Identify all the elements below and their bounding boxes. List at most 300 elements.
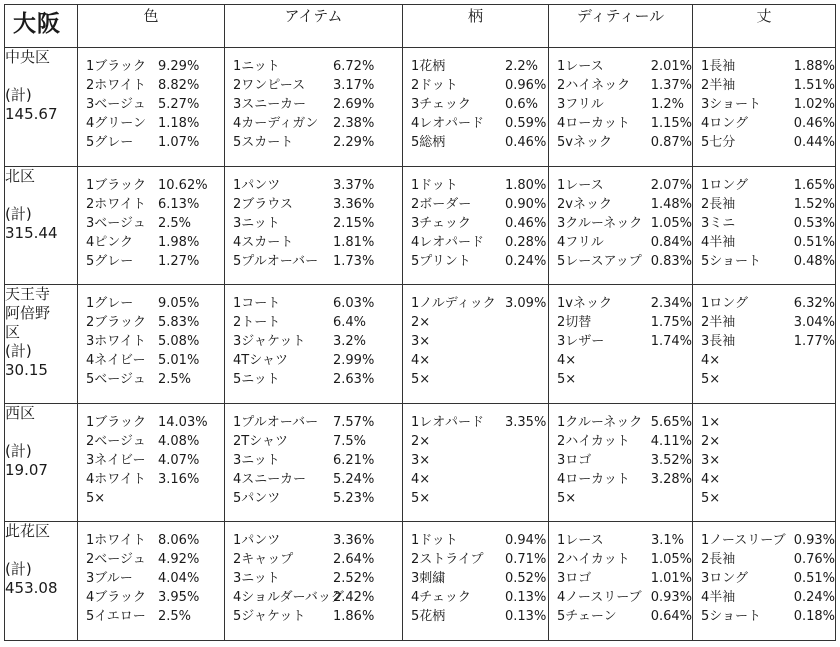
rank-percent: 0.90% (505, 196, 547, 212)
rank-label: 1ドット (411, 177, 458, 193)
rank-percent: 3.37% (333, 177, 375, 193)
length-rank-entry (701, 294, 835, 313)
rank-label: 4ロング (701, 116, 749, 132)
rank-label: 1ロング (701, 177, 749, 193)
pattern-rank-entry (411, 214, 548, 233)
rank-percent: 1.02% (793, 97, 835, 113)
rank-percent (795, 489, 835, 508)
rank-percent: 5.24% (333, 471, 375, 487)
detail-rank-entry (557, 133, 692, 152)
item-rank-entry (233, 195, 402, 214)
pattern-rank-entry (411, 550, 548, 569)
detail-rank-entry (557, 432, 692, 451)
item-rank-entry (233, 294, 402, 313)
rank-label: 4ローカット (557, 471, 630, 487)
rank-percent: 1.86% (333, 609, 375, 625)
rank-percent: 0.24% (793, 590, 835, 606)
rank-percent: 6.4% (333, 315, 367, 331)
length-cell (693, 285, 836, 404)
rank-label: 5グレー (86, 253, 134, 269)
region-title: 大阪 (5, 5, 78, 48)
detail-rank-entry (557, 195, 692, 214)
rank-label: 5花柄 (411, 609, 446, 625)
detail-cell (549, 166, 693, 285)
rank-percent (651, 370, 692, 389)
rank-label: 5プルオーバー (233, 253, 319, 269)
rank-label: 5パンツ (233, 490, 281, 506)
rank-percent: 2.99% (333, 353, 375, 369)
total-value: 30.15 (5, 361, 48, 380)
item-rank-entry (233, 607, 402, 626)
rank-label: 3クルーネック (557, 215, 643, 231)
rank-percent (505, 370, 548, 389)
color-rank-entry (86, 451, 224, 470)
district-cell (5, 522, 78, 641)
rank-percent (505, 470, 548, 489)
rank-label: 5ジャケット (233, 609, 306, 625)
pattern-rank-entry (411, 233, 548, 252)
detail-cell (549, 48, 693, 167)
rank-label: 1レース (557, 533, 604, 549)
rank-percent: 1.98% (158, 234, 200, 250)
pattern-rank-entry (411, 607, 548, 626)
detail-rank-entry (557, 607, 692, 626)
rank-label: 4スカート (233, 234, 294, 250)
rank-label: 4ノースリーブ (557, 590, 642, 606)
item-rank-entry (233, 531, 402, 550)
item-rank-entry (233, 114, 402, 133)
item-rank-entry (233, 252, 402, 271)
color-rank-entry (86, 588, 224, 607)
rank-label: 1ブラック (86, 414, 147, 430)
detail-cell (549, 522, 693, 641)
color-rank-entry (86, 313, 224, 332)
rank-label: 5チェーン (557, 609, 617, 625)
rank-label: 5× (411, 372, 431, 388)
rank-percent: 14.03% (158, 414, 208, 430)
rank-percent: 8.06% (158, 533, 200, 549)
header-pattern: 柄 (403, 5, 549, 48)
rank-label: 3× (411, 334, 431, 350)
rank-label: 3ベージュ (86, 215, 146, 231)
rank-percent: 1.18% (158, 116, 200, 132)
rank-percent: 0.46% (793, 116, 835, 132)
rank-label: 1コート (233, 296, 281, 312)
length-cell (693, 48, 836, 167)
length-rank-entry (701, 313, 835, 332)
rank-label: 3ブルー (86, 571, 133, 587)
color-rank-entry (86, 569, 224, 588)
district-name: 北区 (5, 166, 36, 185)
rank-percent: 1.2% (651, 97, 685, 113)
rank-label: 3ニット (233, 215, 280, 231)
rank-label: 5× (411, 490, 431, 506)
rank-label: 1花柄 (411, 59, 446, 75)
rank-label: 3× (701, 452, 721, 468)
rank-label: 4フリル (557, 234, 604, 250)
rank-label: 2Tシャツ (233, 433, 288, 449)
header-detail: ディティール (549, 5, 693, 48)
district-row (5, 166, 836, 285)
pattern-rank-entry (411, 451, 548, 470)
item-rank-entry (233, 432, 402, 451)
item-rank-entry (233, 76, 402, 95)
rank-percent: 1.01% (650, 571, 692, 587)
rank-percent: 3.95% (158, 590, 200, 606)
rank-percent: 1.88% (793, 59, 835, 75)
length-rank-entry (701, 252, 835, 271)
rank-percent: 5.27% (158, 97, 200, 113)
pattern-rank-entry (411, 432, 548, 451)
rank-label: 5ショート (701, 609, 762, 625)
total-value: 453.08 (5, 579, 58, 598)
detail-rank-entry (557, 413, 692, 432)
rank-percent: 0.71% (505, 552, 547, 568)
rank-percent: 0.24% (505, 253, 547, 269)
rank-percent: 0.93% (650, 590, 692, 606)
detail-rank-entry (557, 370, 692, 389)
rank-label: 4ネイビー (86, 353, 146, 369)
rank-percent: 3.17% (333, 78, 375, 94)
rank-percent: 0.28% (505, 234, 547, 250)
pattern-rank-entry (411, 332, 548, 351)
rank-label: 4× (557, 353, 577, 369)
detail-rank-entry (557, 588, 692, 607)
rank-percent: 0.94% (505, 533, 547, 549)
rank-percent: 3.16% (158, 471, 200, 487)
detail-rank-entry (557, 233, 692, 252)
rank-percent: 0.46% (505, 215, 547, 231)
item-rank-entry (233, 489, 402, 508)
pattern-rank-entry (411, 351, 548, 370)
rank-label: 2× (701, 433, 721, 449)
rank-percent: 1.48% (650, 196, 692, 212)
item-rank-entry (233, 470, 402, 489)
item-rank-entry (233, 588, 402, 607)
total-label: (計) (5, 204, 32, 223)
color-rank-entry (86, 413, 224, 432)
district-name: 西区 (5, 403, 36, 422)
length-rank-entry (701, 489, 835, 508)
rank-percent: 3.09% (505, 296, 547, 312)
rank-percent: 1.73% (333, 253, 375, 269)
length-rank-entry (701, 569, 835, 588)
detail-rank-entry (557, 550, 692, 569)
rank-percent (505, 351, 548, 370)
rank-percent: 0.44% (793, 135, 835, 151)
color-rank-entry (86, 351, 224, 370)
pattern-cell (403, 285, 549, 404)
rank-label: 2ベージュ (86, 552, 146, 568)
rank-percent: 9.29% (158, 59, 200, 75)
rank-percent: 2.38% (333, 116, 375, 132)
item-rank-entry (233, 313, 402, 332)
rank-percent: 7.5% (333, 433, 367, 449)
ranking-table (4, 4, 836, 641)
rank-label: 4半袖 (701, 234, 736, 250)
rank-label: 3ロゴ (557, 452, 592, 468)
rank-label: 3長袖 (701, 334, 736, 350)
rank-label: 2半袖 (701, 78, 736, 94)
length-rank-entry (701, 550, 835, 569)
detail-rank-entry (557, 531, 692, 550)
color-rank-entry (86, 95, 224, 114)
color-rank-entry (86, 432, 224, 451)
rank-label: 2ハイネック (557, 78, 631, 94)
rank-label: 5× (557, 372, 577, 388)
rank-label: 4グリーン (86, 116, 147, 132)
rank-percent (505, 451, 548, 470)
rank-percent: 0.46% (505, 135, 547, 151)
pattern-rank-entry (411, 95, 548, 114)
rank-label: 4スニーカー (233, 471, 307, 487)
rank-label: 3フリル (557, 97, 604, 113)
pattern-rank-entry (411, 313, 548, 332)
rank-label: 5× (557, 490, 577, 506)
rank-label: 2× (411, 433, 431, 449)
rank-label: 1ロング (701, 296, 749, 312)
total-label: (計) (5, 86, 32, 105)
rank-percent: 1.75% (650, 315, 692, 331)
header-length: 丈 (693, 5, 836, 48)
rank-label: 4ローカット (557, 116, 630, 132)
rank-percent: 9.05% (158, 296, 200, 312)
district-cell (5, 403, 78, 522)
rank-label: 1ノースリーブ (701, 533, 786, 549)
rank-percent: 2.69% (333, 97, 375, 113)
pattern-rank-entry (411, 294, 548, 313)
item-cell (225, 403, 403, 522)
color-rank-entry (86, 332, 224, 351)
district-row (5, 403, 836, 522)
rank-label: 5vネック (557, 135, 612, 151)
length-rank-entry (701, 588, 835, 607)
rank-label: 2ブラック (86, 315, 147, 331)
length-cell (693, 166, 836, 285)
total-value: 19.07 (5, 460, 48, 479)
rank-percent: 0.51% (793, 571, 835, 587)
total-label: (計) (5, 560, 32, 579)
length-rank-entry (701, 57, 835, 76)
rank-percent (505, 313, 548, 332)
rank-percent: 5.83% (158, 315, 200, 331)
district-name: 此花区 (5, 522, 51, 541)
rank-label: 5七分 (701, 135, 736, 151)
color-rank-entry (86, 489, 224, 508)
rank-percent: 4.04% (158, 571, 200, 587)
rank-percent: 0.13% (505, 609, 547, 625)
rank-percent: 0.64% (650, 609, 692, 625)
item-rank-entry (233, 233, 402, 252)
rank-label: 3ニット (233, 452, 280, 468)
rank-label: 2ワンピース (233, 78, 306, 94)
rank-label: 2ブラウス (233, 196, 293, 212)
detail-rank-entry (557, 569, 692, 588)
rank-label: 3ニット (233, 571, 280, 587)
color-rank-entry (86, 252, 224, 271)
detail-rank-entry (557, 351, 692, 370)
district-name: 中央区 (5, 48, 51, 67)
color-rank-entry (86, 76, 224, 95)
item-rank-entry (233, 413, 402, 432)
rank-percent (795, 370, 835, 389)
pattern-rank-entry (411, 370, 548, 389)
length-rank-entry (701, 351, 835, 370)
rank-percent: 0.18% (793, 609, 835, 625)
color-rank-entry (86, 176, 224, 195)
rank-label: 2× (411, 315, 431, 331)
rank-label: 2長袖 (701, 196, 736, 212)
rank-percent: 1.74% (650, 334, 692, 350)
rank-label: 1パンツ (233, 177, 281, 193)
detail-rank-entry (557, 252, 692, 271)
rank-percent: 3.35% (505, 414, 547, 430)
item-rank-entry (233, 133, 402, 152)
rank-percent: 5.08% (158, 334, 200, 350)
rank-label: 4Tシャツ (233, 353, 288, 369)
rank-label: 4レオパード (411, 234, 485, 250)
rank-label: 1ドット (411, 533, 458, 549)
rank-percent: 6.72% (333, 59, 375, 75)
rank-label: 2ハイカット (557, 433, 630, 449)
rank-label: 4× (701, 353, 721, 369)
pattern-rank-entry (411, 114, 548, 133)
rank-label: 3ロング (701, 571, 749, 587)
district-row (5, 285, 836, 404)
detail-rank-entry (557, 470, 692, 489)
rank-label: 4半袖 (701, 590, 736, 606)
rank-percent: 3.1% (651, 533, 685, 549)
rank-label: 2ボーダー (411, 196, 472, 212)
rank-percent: 1.05% (650, 215, 692, 231)
color-rank-entry (86, 233, 224, 252)
color-rank-entry (86, 57, 224, 76)
length-rank-entry (701, 332, 835, 351)
rank-label: 1ブラック (86, 177, 147, 193)
rank-percent: 7.57% (333, 414, 375, 430)
length-rank-entry (701, 214, 835, 233)
rank-label: 4× (411, 353, 431, 369)
color-cell (78, 522, 225, 641)
detail-rank-entry (557, 294, 692, 313)
rank-percent: 2.63% (333, 372, 375, 388)
rank-label: 3スニーカー (233, 97, 307, 113)
rank-percent: 6.03% (333, 296, 375, 312)
rank-percent: 1.27% (158, 253, 200, 269)
rank-percent (651, 489, 692, 508)
rank-label: 2切替 (557, 315, 592, 331)
district-cell (5, 48, 78, 167)
detail-rank-entry (557, 332, 692, 351)
rank-percent: 1.77% (793, 334, 835, 350)
rank-label: 5ニット (233, 372, 280, 388)
rank-percent: 2.42% (333, 590, 375, 606)
rank-label: 3チェック (411, 215, 471, 231)
header-color: 色 (78, 5, 225, 48)
rank-label: 4ホワイト (86, 471, 146, 487)
rank-percent (651, 351, 692, 370)
pattern-rank-entry (411, 470, 548, 489)
rank-label: 1レース (557, 177, 604, 193)
rank-label: 5× (86, 490, 106, 506)
rank-label: 1× (701, 414, 721, 430)
detail-rank-entry (557, 489, 692, 508)
rank-percent: 3.36% (333, 533, 375, 549)
district-name: 天王寺 阿倍野 区 (5, 285, 51, 342)
rank-percent: 1.65% (793, 177, 835, 193)
color-cell (78, 403, 225, 522)
detail-rank-entry (557, 57, 692, 76)
total-label: (計) (5, 342, 32, 361)
rank-label: 3チェック (411, 97, 471, 113)
rank-percent: 2.64% (333, 552, 375, 568)
length-cell (693, 522, 836, 641)
rank-percent: 0.76% (793, 552, 835, 568)
item-rank-entry (233, 550, 402, 569)
length-rank-entry (701, 451, 835, 470)
detail-rank-entry (557, 451, 692, 470)
rank-percent (795, 470, 835, 489)
rank-percent: 2.07% (650, 177, 692, 193)
rank-percent: 1.80% (505, 177, 547, 193)
rank-percent: 2.34% (650, 296, 692, 312)
total-label: (計) (5, 441, 32, 460)
rank-label: 2半袖 (701, 315, 736, 331)
rank-label: 1パンツ (233, 533, 281, 549)
color-rank-entry (86, 195, 224, 214)
rank-label: 2ベージュ (86, 433, 146, 449)
district-row (5, 48, 836, 167)
detail-rank-entry (557, 95, 692, 114)
length-rank-entry (701, 531, 835, 550)
rank-label: 3刺繍 (411, 571, 446, 587)
item-rank-entry (233, 569, 402, 588)
color-cell (78, 48, 225, 167)
rank-label: 1ブラック (86, 59, 147, 75)
item-rank-entry (233, 351, 402, 370)
rank-label: 1グレー (86, 296, 134, 312)
rank-label: 2キャップ (233, 552, 294, 568)
rank-label: 3ネイビー (86, 452, 146, 468)
rank-label: 1ホワイト (86, 533, 146, 549)
detail-rank-entry (557, 214, 692, 233)
rank-label: 3ミニ (701, 215, 736, 231)
rank-label: 4チェック (411, 590, 471, 606)
rank-percent: 2.15% (333, 215, 375, 231)
rank-percent (158, 489, 224, 508)
rank-label: 3ホワイト (86, 334, 146, 350)
rank-percent: 3.2% (333, 334, 367, 350)
rank-percent: 0.84% (650, 234, 692, 250)
item-rank-entry (233, 370, 402, 389)
color-rank-entry (86, 133, 224, 152)
rank-percent: 1.05% (650, 552, 692, 568)
rank-label: 3ロゴ (557, 571, 592, 587)
rank-label: 1vネック (557, 296, 612, 312)
length-rank-entry (701, 370, 835, 389)
item-rank-entry (233, 214, 402, 233)
rank-percent (795, 413, 835, 432)
pattern-cell (403, 403, 549, 522)
pattern-rank-entry (411, 252, 548, 271)
item-rank-entry (233, 332, 402, 351)
item-cell (225, 522, 403, 641)
pattern-rank-entry (411, 176, 548, 195)
rank-percent: 4.92% (158, 552, 200, 568)
rank-label: 5総柄 (411, 135, 446, 151)
color-rank-entry (86, 214, 224, 233)
item-cell (225, 166, 403, 285)
